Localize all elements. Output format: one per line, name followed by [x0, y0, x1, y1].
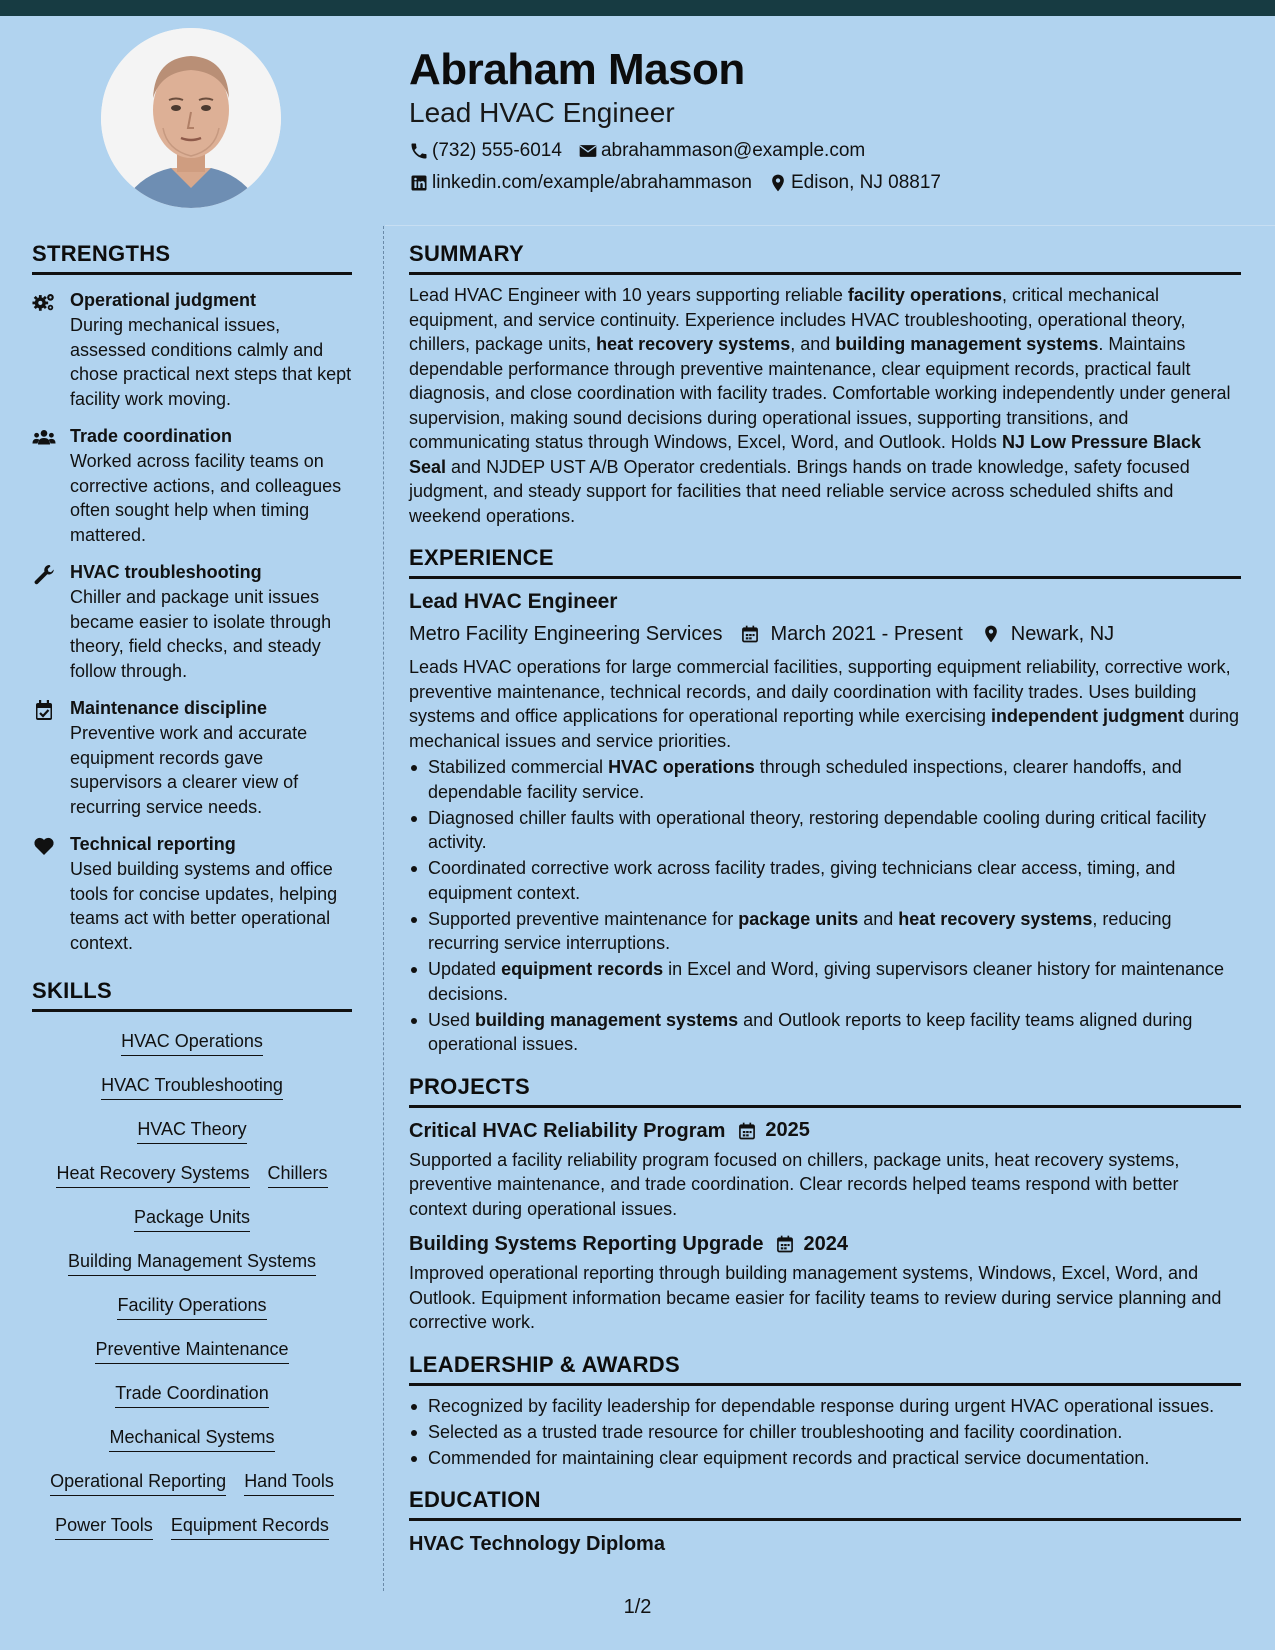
project-date	[737, 1119, 810, 1142]
strength-body	[70, 425, 352, 547]
job-meta	[409, 621, 1241, 647]
project-year: 2024	[803, 1232, 848, 1255]
experience-heading: EXPERIENCE	[409, 544, 1241, 579]
text-run: Lead HVAC Engineer with 10 years supporting reliable	[409, 285, 848, 305]
strength-body	[70, 561, 352, 683]
skill-row	[32, 1513, 352, 1540]
skill-tag: Package Units	[134, 1205, 250, 1232]
text-run: and NJDEP UST A/B Operator credentials. Brings hands on trade knowledge, safety focused judgment, and steady support for facilities that need reliable service across scheduled shifts and weekend operations.	[409, 456, 1190, 526]
skill-tag: Operational Reporting	[50, 1469, 226, 1496]
project-description: Improved operational reporting through building management systems, Windows, Excel, Word, and Outlook. Equipment information became easier for facility teams to review during service planning and corrective work.	[409, 1263, 1222, 1332]
skill-tag: HVAC Troubleshooting	[101, 1073, 283, 1100]
strength-item	[32, 833, 352, 955]
project-header	[409, 1231, 1241, 1257]
text-run: Leads HVAC operations for large commercial facilities, supporting equipment reliability, corrective work, preventive maintenance, technical records, and daily coordination with facility trades. Uses building systems and office applications for operational reporting while exercising	[409, 657, 1231, 726]
location-contact	[768, 171, 941, 195]
experience-bullet	[409, 856, 1241, 905]
text-run: through scheduled inspections, clearer handoffs, and dependable facility service.	[428, 757, 1182, 802]
skills-heading: SKILLS	[32, 977, 352, 1012]
company-name: Metro Facility Engineering Services	[409, 623, 723, 645]
heart-icon	[32, 833, 70, 955]
phone-text: (732) 555-6014	[432, 140, 562, 161]
email-contact[interactable]	[578, 139, 865, 163]
skill-tag: Hand Tools	[244, 1469, 334, 1496]
awards-section	[409, 1351, 1241, 1471]
text-run: Updated	[428, 959, 502, 979]
summary-heading: SUMMARY	[409, 240, 1241, 275]
linkedin-text: linkedin.com/example/abrahammason	[432, 172, 752, 193]
skill-tag: HVAC Theory	[137, 1117, 246, 1144]
strength-body	[70, 289, 352, 411]
experience-bullet	[409, 957, 1241, 1006]
strength-title: Maintenance discipline	[70, 698, 268, 718]
job-dates-text: March 2021 - Present	[770, 623, 963, 645]
bold-text: NJ Low Pressure Black Seal	[409, 432, 1202, 477]
project-title: Building Systems Reporting Upgrade	[409, 1233, 764, 1255]
skill-row	[32, 1029, 352, 1056]
skills-list	[32, 1029, 352, 1540]
text-run: and	[858, 908, 899, 929]
bold-text: package units	[738, 908, 859, 929]
skill-row	[32, 1337, 352, 1364]
skill-tag: Facility Operations	[117, 1293, 266, 1320]
text-run: , critical mechanical equipment, and service continuity. Experience includes HVAC troubleshooting, operational theory, chillers, package units,	[409, 285, 1186, 354]
bold-text: building management systems	[475, 1009, 739, 1030]
strength-body	[70, 697, 352, 819]
profile-photo	[101, 28, 281, 208]
experience-bullet	[409, 806, 1241, 855]
project-description: Supported a facility reliability program focused on chillers, package units, heat recovery systems, preventive maintenance, and trade coordination. Clear records helped teams respond with better context during operational issues.	[409, 1149, 1180, 1219]
experience-bullet	[409, 907, 1241, 956]
skill-row	[32, 1381, 352, 1408]
top-accent-bar	[0, 0, 1275, 16]
candidate-title: Lead HVAC Engineer	[409, 97, 675, 128]
strength-description: Chiller and package unit issues became easier to isolate through theory, field checks, and steady follow through.	[70, 587, 332, 681]
bold-text: independent judgment	[990, 706, 1184, 726]
skill-tag: Building Management Systems	[68, 1249, 316, 1276]
strength-title: Trade coordination	[70, 426, 233, 446]
project-date	[775, 1233, 848, 1256]
text-run: , and	[790, 334, 836, 354]
users-icon	[32, 425, 70, 547]
skill-row	[32, 1293, 352, 1320]
strengths-list	[32, 289, 352, 955]
text-run: during mechanical issues and service priorities.	[409, 706, 1240, 751]
job-intro	[409, 655, 1241, 753]
gears-icon	[32, 289, 70, 411]
strength-title: Technical reporting	[70, 834, 236, 854]
text-run: Diagnosed chiller faults with operational theory, restoring dependable cooling during critical facility activity.	[428, 807, 1207, 852]
summary-section	[409, 240, 1241, 528]
strength-body	[70, 833, 352, 955]
calendar-check-icon	[32, 697, 70, 819]
bold-text: HVAC operations	[608, 757, 755, 777]
projects-section	[409, 1073, 1241, 1335]
text-run: Stabilized commercial	[428, 757, 609, 777]
text-run: in Excel and Word, giving supervisors cleaner history for maintenance decisions.	[428, 959, 1225, 1004]
strength-description: Preventive work and accurate equipment records gave supervisors a clearer view of recurring service needs.	[70, 723, 308, 817]
page-number: 1/2	[623, 1596, 652, 1618]
calendar-icon	[775, 1234, 795, 1254]
awards-heading: LEADERSHIP & AWARDS	[409, 1351, 1241, 1386]
project-year: 2025	[765, 1119, 810, 1141]
location-text: Edison, NJ 08817	[791, 172, 941, 193]
linkedin-contact[interactable]	[409, 171, 752, 195]
summary-text	[409, 283, 1241, 528]
text-run: Coordinated corrective work across facility trades, giving technicians clear access, timing, and equipment context.	[428, 858, 1176, 903]
strength-item	[32, 697, 352, 819]
calendar-icon	[740, 624, 760, 644]
phone-icon	[409, 141, 429, 161]
map-pin-icon	[768, 173, 788, 193]
skill-row	[32, 1425, 352, 1452]
skill-tag: Mechanical Systems	[109, 1425, 274, 1452]
right-column	[409, 240, 1241, 1557]
project-title: Critical HVAC Reliability Program	[409, 1119, 726, 1142]
job-location	[981, 621, 1114, 647]
strength-item	[32, 289, 352, 411]
bold-text: heat recovery systems	[898, 908, 1093, 929]
calendar-icon	[737, 1121, 757, 1141]
left-column	[32, 240, 352, 1540]
education-degree: HVAC Technology Diploma	[409, 1533, 665, 1555]
skill-row	[32, 1161, 352, 1188]
strength-description: During mechanical issues, assessed conditions calmly and chose practical next steps that kept facility work moving.	[70, 315, 352, 409]
contact-row-2	[409, 171, 1249, 195]
resume-header	[409, 42, 1249, 195]
bold-text: equipment records	[501, 959, 664, 979]
skill-tag: Equipment Records	[171, 1513, 329, 1540]
experience-bullet	[409, 755, 1241, 804]
strength-item	[32, 561, 352, 683]
job-dates	[740, 621, 962, 647]
job-title: Lead HVAC Engineer	[409, 590, 618, 613]
skill-tag: Preventive Maintenance	[95, 1337, 288, 1364]
text-run: . Maintains dependable performance through preventive maintenance, clear equipment records, practical fault diagnosis, and close coordination with facility trades. Comfortable working independently under general supervision, making sound decisions during operational issues, supporting transitions, and communicating status through Windows, Excel, Word, and Outlook. Holds	[409, 334, 1231, 452]
contact-row-1	[409, 139, 1249, 163]
projects-heading: PROJECTS	[409, 1073, 1241, 1108]
wrench-icon	[32, 561, 70, 683]
candidate-name: Abraham Mason	[409, 45, 745, 94]
award-bullet: Commended for maintaining clear equipment records and practical service documentation.	[409, 1446, 1241, 1471]
experience-section	[409, 544, 1241, 1057]
strength-description: Worked across facility teams on corrective actions, and colleagues often sought help when timing mattered.	[70, 451, 342, 545]
bold-text: heat recovery systems	[596, 334, 791, 354]
experience-bullet	[409, 1008, 1241, 1057]
bold-text: facility operations	[847, 285, 1002, 305]
phone-contact[interactable]	[409, 139, 562, 163]
strength-description: Used building systems and office tools for concise updates, helping teams act with better operational context.	[70, 859, 338, 953]
bold-text: building management systems	[835, 334, 1099, 354]
education-section	[409, 1486, 1241, 1557]
job-location-text: Newark, NJ	[1010, 623, 1115, 645]
text-run: Supported preventive maintenance for	[428, 908, 739, 929]
skill-row	[32, 1469, 352, 1496]
email-text: abrahammason@example.com	[600, 140, 866, 161]
text-run: and Outlook reports to keep facility teams aligned during operational issues.	[428, 1009, 1193, 1054]
skill-row	[32, 1205, 352, 1232]
strength-item	[32, 425, 352, 547]
skill-tag: Trade Coordination	[115, 1381, 268, 1408]
map-pin-icon	[981, 624, 1001, 644]
skill-tag: Power Tools	[55, 1513, 153, 1540]
award-bullet: Recognized by facility leadership for dependable response during urgent HVAC operational issues.	[409, 1394, 1241, 1419]
column-divider	[383, 226, 384, 1591]
projects-list	[409, 1118, 1241, 1335]
strength-title: HVAC troubleshooting	[70, 562, 262, 582]
text-run: , reducing recurring service interruptions.	[428, 908, 1172, 953]
job-bullets	[409, 755, 1241, 1057]
header-divider	[385, 225, 1275, 226]
strengths-heading: STRENGTHS	[32, 240, 352, 275]
envelope-icon	[578, 141, 598, 161]
education-heading: EDUCATION	[409, 1486, 1241, 1521]
skill-row	[32, 1073, 352, 1100]
skill-row	[32, 1249, 352, 1276]
linkedin-icon	[409, 173, 429, 193]
awards-list	[409, 1394, 1241, 1471]
skill-tag: Chillers	[268, 1161, 328, 1188]
skill-tag: Heat Recovery Systems	[56, 1161, 249, 1188]
skill-row	[32, 1117, 352, 1144]
project-header	[409, 1118, 1241, 1144]
skill-tag: HVAC Operations	[121, 1029, 263, 1056]
award-bullet: Selected as a trusted trade resource for chiller troubleshooting and facility coordination.	[409, 1420, 1241, 1445]
text-run: Used	[428, 1009, 476, 1030]
strength-title: Operational judgment	[70, 290, 257, 310]
